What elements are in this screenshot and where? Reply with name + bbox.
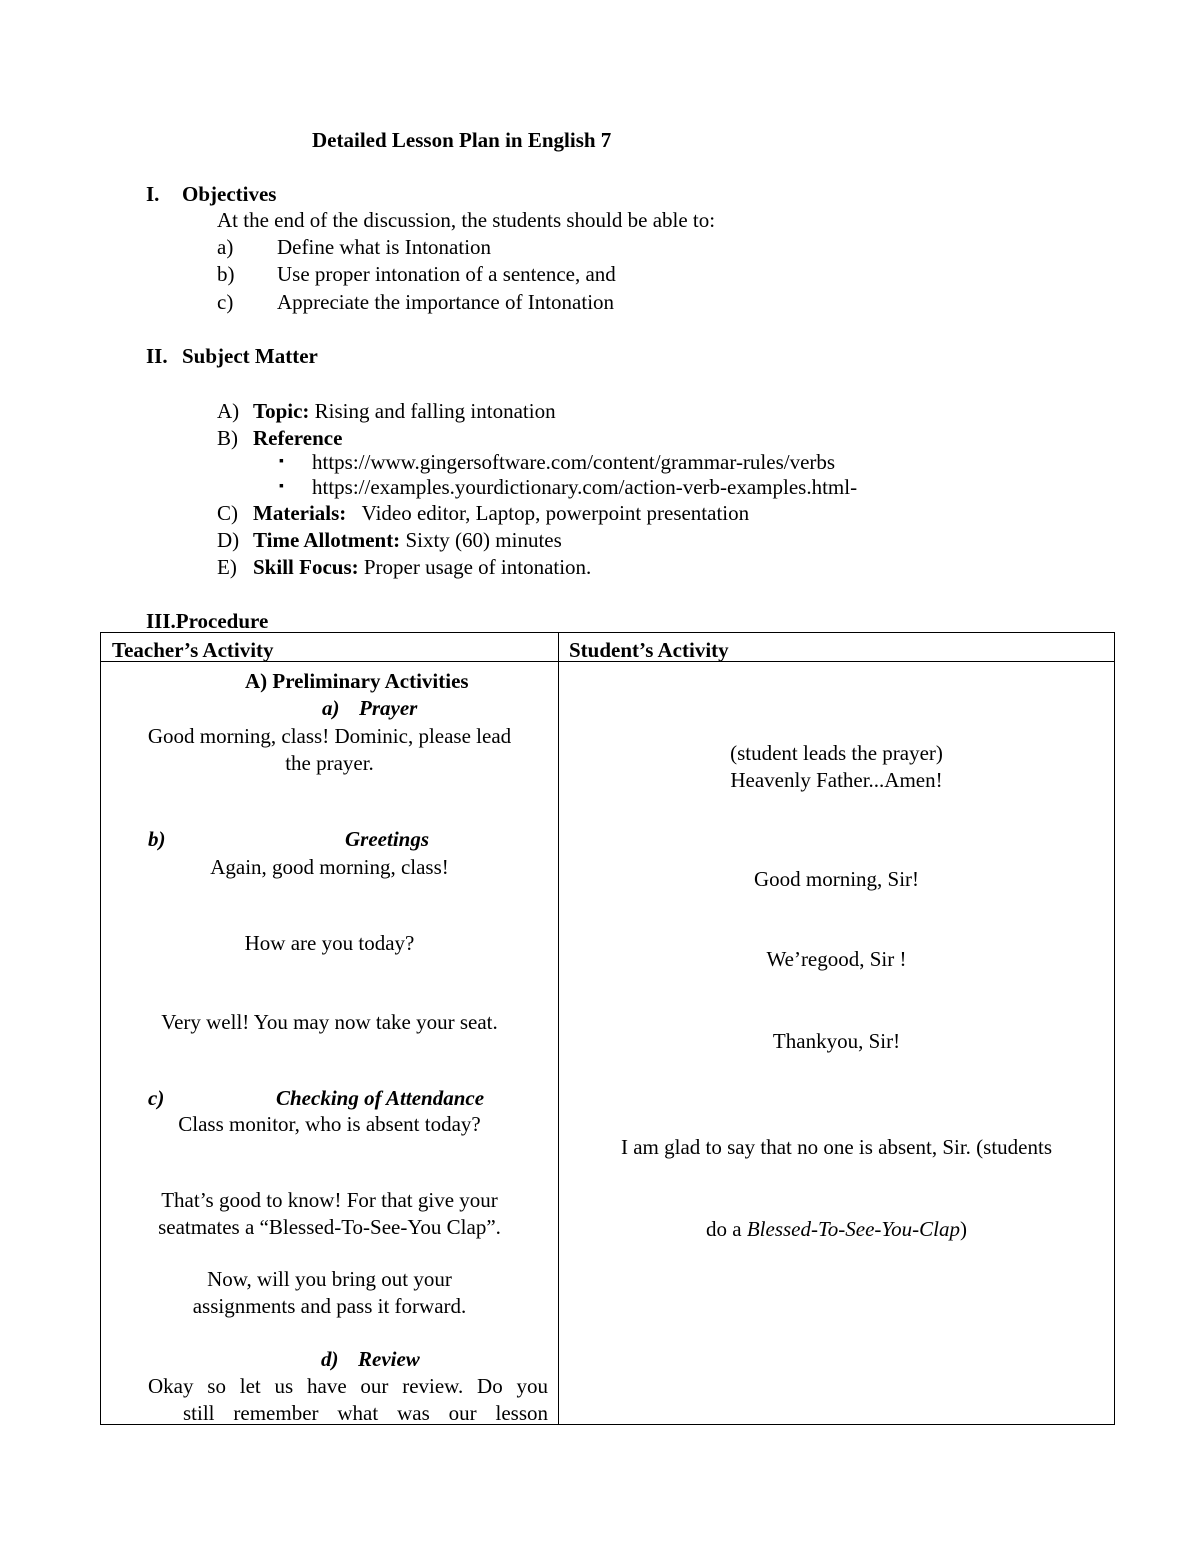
time-line (253, 530, 562, 551)
greetings-title: Greetings (345, 827, 429, 851)
student-prayer-line: (student leads the prayer) (730, 741, 943, 765)
time-marker: D) (217, 528, 240, 552)
bullet-icon: ▪ (279, 454, 284, 469)
skill-line (253, 557, 591, 578)
teacher-attendance-line: seatmates a “Blessed-To-See-You Clap”. (158, 1215, 501, 1239)
teacher-greeting-line: Very well! You may now take your seat. (161, 1010, 498, 1034)
student-clap-prefix: do a (706, 1217, 747, 1241)
materials-marker: C) (217, 501, 238, 525)
student-activity-header: Student’s Activity (569, 638, 729, 662)
table-column-divider (558, 633, 559, 1424)
document-title: Detailed Lesson Plan in English 7 (312, 128, 612, 152)
bullet-icon: ▪ (279, 479, 284, 494)
skill-label: Skill Focus: (253, 555, 359, 579)
teacher-prayer-line: Good morning, class! Dominic, please lead (147, 724, 512, 748)
time-label: Time Allotment: (253, 528, 401, 552)
student-prayer-line: Heavenly Father...Amen! (730, 768, 943, 792)
materials-label: Materials: (253, 501, 347, 525)
objective-marker: a) (217, 235, 234, 259)
teacher-activity-header: Teacher’s Activity (112, 638, 274, 662)
topic-label: Topic: (253, 399, 310, 423)
attendance-marker: c) (148, 1086, 165, 1110)
topic-line (253, 401, 556, 422)
time-value: Sixty (60) minutes (400, 528, 562, 552)
procedure-table (100, 632, 1115, 1425)
materials-line (253, 503, 749, 524)
preliminary-activities-heading: A) Preliminary Activities (245, 669, 469, 693)
skill-value: Proper usage of intonation. (358, 555, 592, 579)
prayer-title: Prayer (359, 696, 418, 720)
student-attendance-line: I am glad to say that no one is absent, Sir. (students (620, 1135, 1053, 1159)
teacher-assignment-line: assignments and pass it forward. (192, 1294, 467, 1318)
reference-link[interactable]: https://examples.yourdictionary.com/action-verb-examples.html- (312, 475, 858, 499)
objective-item: Appreciate the importance of Intonation (277, 290, 615, 314)
topic-value: Rising and falling intonation (309, 399, 556, 423)
teacher-prayer-line: the prayer. (285, 751, 374, 775)
objectives-heading-number: I. (146, 182, 160, 206)
student-clap-name: Blessed-To-See-You-Clap (746, 1217, 960, 1241)
teacher-review-line: Okay so let us have our review. Do you (148, 1374, 548, 1398)
review-title: Review (358, 1347, 420, 1371)
subject-matter-heading-number: II. (146, 344, 168, 368)
teacher-greeting-line: Again, good morning, class! (210, 855, 449, 879)
student-greeting-line: We’regood, Sir ! (766, 947, 907, 971)
reference-marker: B) (217, 426, 238, 450)
objective-marker: b) (217, 262, 235, 286)
objective-marker: c) (217, 290, 234, 314)
topic-marker: A) (217, 399, 240, 423)
attendance-title: Checking of Attendance (276, 1086, 485, 1110)
objective-item: Use proper intonation of a sentence, and (277, 262, 616, 286)
greetings-marker: b) (148, 827, 166, 851)
student-greeting-line: Good morning, Sir! (753, 867, 920, 891)
prayer-marker: a) (322, 696, 340, 720)
teacher-attendance-line: That’s good to know! For that give your (161, 1188, 498, 1212)
reference-link[interactable]: https://www.gingersoftware.com/content/grammar-rules/verbs (312, 450, 836, 474)
teacher-assignment-line: Now, will you bring out your (207, 1267, 452, 1291)
teacher-greeting-line: How are you today? (244, 931, 415, 955)
student-clap-suffix: ) (959, 1217, 967, 1241)
objectives-heading: Objectives (182, 182, 277, 206)
teacher-attendance-line: Class monitor, who is absent today? (178, 1112, 481, 1136)
skill-marker: E) (217, 555, 237, 579)
subject-matter-heading: Subject Matter (182, 344, 318, 368)
student-attendance-line (560, 1219, 1113, 1240)
reference-label: Reference (253, 426, 343, 450)
materials-value: Video editor, Laptop, powerpoint presentation (346, 501, 750, 525)
procedure-heading: III.Procedure (146, 609, 269, 633)
objectives-intro: At the end of the discussion, the students should be able to: (217, 208, 716, 232)
teacher-review-line: still remember what was our lesson (183, 1401, 548, 1425)
review-marker: d) (321, 1347, 339, 1371)
student-greeting-line: Thankyou, Sir! (772, 1029, 901, 1053)
objective-item: Define what is Intonation (277, 235, 492, 259)
